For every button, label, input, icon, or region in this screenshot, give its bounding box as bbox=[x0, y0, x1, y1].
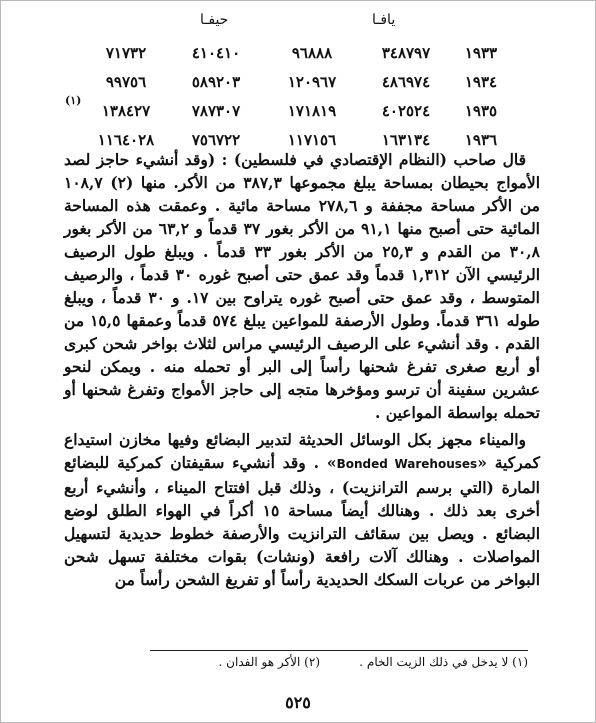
main-text bbox=[64, 148, 540, 591]
latin-term: Bonded Warehouses bbox=[336, 457, 478, 471]
footnote-divider bbox=[150, 650, 528, 651]
header-haifa: حيفـا bbox=[200, 12, 229, 28]
paragraph-port-equipment bbox=[64, 428, 540, 591]
header-jaffa: يافـا bbox=[372, 12, 396, 28]
cell-haifa-second-value: ٩٩٧٥٦ bbox=[105, 72, 147, 91]
paragraph-1-text: قال صاحب (النظام الإقتصادي في فلسطين) : (وقد أنشيء حاجز لصد الأمواج بحيطان بمساحة يبلغ مجموعها ٣٨٧,٣ من الأكر. منها (٢) ١٠٨,٧ من الأكر مساحة مجففة و ٢٧٨,٦ مساحة مائية . وعمقت هذه المساحة المائية حتى أصبح منها ٩١,١ من الأكر بغور ٣٧ قدماً و ٦٣,٢ من الأكر بغور ٣٠,٨ من القدم و ٢٥,٣ من الأكر بغور ٣٣ قدماً . ويبلغ طول الرصيف الرئيسي الآن ١,٣١٢ قدماً وقد عمق حتى أصبح غوره ٣٠ قدماً ، والرصيف المتوسط ، وقد عمق حتى أصبح غوره يتراوح بين ١٧. و ٣٠ قدماً ، ويبلغ طوله ٣٦١ قدماً. وطول الأرصفة للمواعين يبلغ ٥٧٤ قدماً وعمقها ١٥,٥ من القدم . وقد أنشيء على الرصيف الرئيسي مراس لثلاث بواخر شحن كبرى أو أربع صغرى تفرغ شحنها رأساً إلى البر أو تحمله منه . ويمكن لنحو عشرين سفينة أن ترسو ومؤخرها متجه إلى حاجز الأمواج وتفرغ شحنها أو تحمله بواسطة المواعين . bbox=[64, 150, 541, 422]
footnote-1: (١) لا يدخل في ذلك الزيت الخام . bbox=[359, 655, 528, 669]
cell-jaffa-value: ٤٠٢٥٢٤ bbox=[381, 101, 431, 120]
footnote-reference-1: (١) bbox=[65, 94, 82, 107]
cell-year: ١٩٣٥ bbox=[464, 101, 498, 120]
cell-jaffa-value: ١٦٣١٣٤ bbox=[381, 130, 431, 149]
footnote-2: (٢) الأكر هو الفدان . bbox=[218, 655, 320, 669]
cell-year: ١٩٣٤ bbox=[464, 72, 498, 91]
cell-year: ١٩٣٣ bbox=[464, 43, 498, 62]
cell-haifa-value: ٧٨٧٣٠٧ bbox=[191, 101, 241, 120]
table-row bbox=[82, 96, 512, 125]
paragraph-2-text-after: » . وقد أنشيء سقيفتان كمركية للبضائع المارة (التي برسم الترانزيت) ، وذلك قبل افتتاح الميناء ، وأنشيء أربع أخرى بعد ذلك . وهنالك أيضاً مساحة ١٥ أكراً في الهواء الطلق لوضع البضائع . ويصل بين سقائف الترانزيت والأرصفة خطوط حديدية لتسهيل المواصلات . وهنالك آلات رافعة (ونشات) بقوات مختلفة تسهل شحن البواخر من عربات السكك الحديدية رأساً أو تفريغ الشحن رأساً من bbox=[64, 453, 540, 589]
cell-jaffa-second-value: ١٧١٨١٩ bbox=[287, 101, 337, 120]
paragraph-port-description bbox=[64, 148, 540, 424]
cell-haifa-second-value: ١٣٨٤٢٧ bbox=[101, 101, 151, 120]
cell-jaffa-second-value: ١٢٠٩٦٧ bbox=[287, 72, 337, 91]
page-number: ٥٢٥ bbox=[285, 693, 311, 712]
cell-jaffa-second-value: ٩٦٨٨٨ bbox=[291, 43, 333, 62]
cell-jaffa-value: ٣٤٨٧٩٧ bbox=[381, 43, 431, 62]
table-row bbox=[82, 67, 512, 96]
port-traffic-table bbox=[82, 38, 512, 154]
cell-haifa-second-value: ٧١٧٣٢ bbox=[105, 43, 147, 62]
table-row bbox=[82, 38, 512, 67]
cell-jaffa-value: ٤٨٦٩٧٤ bbox=[381, 72, 431, 91]
cell-jaffa-second-value: ١١٧١٥٦ bbox=[287, 130, 337, 149]
cell-year: ١٩٣٦ bbox=[464, 130, 498, 149]
cell-haifa-value: ٥٨٩٢٠٣ bbox=[191, 72, 241, 91]
footnotes bbox=[150, 655, 528, 673]
cell-haifa-value: ٤١٠٤١٠ bbox=[191, 43, 241, 62]
column-headers bbox=[0, 12, 596, 36]
paragraph-2-text-before: والميناء مجهز بكل الوسائل الحديثة لتدبير البضائع وفيها مخازن استيداع كمركية « bbox=[64, 430, 540, 472]
cell-haifa-second-value: ١١٦٤٠٢٨ bbox=[97, 130, 155, 149]
cell-haifa-value: ٧٥٦٧٢٢ bbox=[191, 130, 241, 149]
